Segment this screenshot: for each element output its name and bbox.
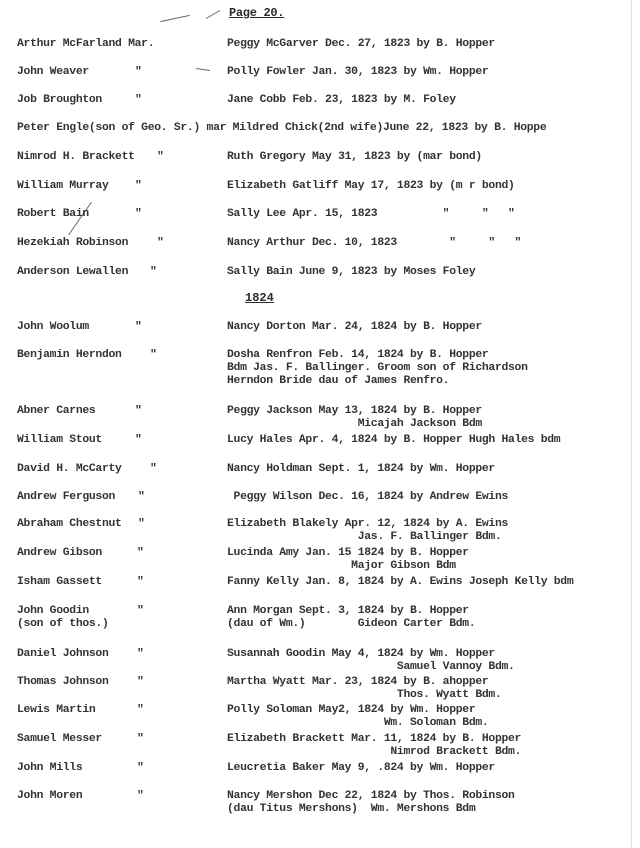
ditto-mark: ": [137, 676, 144, 688]
ditto-mark: ": [138, 491, 145, 503]
groom-name: Hezekiah Robinson: [17, 237, 129, 249]
bride-entry: Leucretia Baker May 9, .824 by Wm. Hopper: [227, 762, 495, 774]
bondsman-note: Micajah Jackson Bdm: [227, 418, 482, 430]
groom-name: John Moren: [17, 790, 83, 802]
bride-entry: Polly Soloman May2, 1824 by Wm. Hopper: [227, 704, 476, 716]
groom-name: William Stout: [17, 434, 102, 446]
ditto-mark: ": [135, 66, 142, 78]
ditto-mark: ": [150, 463, 157, 475]
bride-entry: Elizabeth Blakely Apr. 12, 1824 by A. Ewins: [227, 518, 509, 530]
bride-entry: Sally Lee Apr. 15, 1823 " " ": [227, 208, 515, 220]
groom-name: Andrew Ferguson: [17, 491, 116, 503]
groom-name: Abraham Chestnut: [17, 518, 122, 530]
groom-name: John Weaver: [17, 66, 89, 78]
bride-entry: Nancy Arthur Dec. 10, 1823 " " ": [227, 237, 522, 249]
bride-entry: Ann Morgan Sept. 3, 1824 by B. Hopper: [227, 605, 469, 617]
bride-entry: Peggy Wilson Dec. 16, 1824 by Andrew Ewins: [227, 491, 509, 503]
ditto-mark: ": [138, 518, 145, 530]
groom-name: Robert Bain: [17, 208, 89, 220]
groom-name: Samuel Messer: [17, 733, 102, 745]
ditto-mark: ": [135, 405, 142, 417]
bride-entry: Polly Fowler Jan. 30, 1823 by Wm. Hopper: [227, 66, 489, 78]
bride-entry: Elizabeth Gatliff May 17, 1823 by (m r bond): [227, 180, 515, 192]
ditto-mark: ": [135, 208, 142, 220]
groom-name: David H. McCarty: [17, 463, 122, 475]
bride-entry: Lucy Hales Apr. 4, 1824 by B. Hopper Hugh Hales bdm: [227, 434, 561, 446]
bride-entry: Nancy Mershon Dec 22, 1824 by Thos. Robinson: [227, 790, 515, 802]
groom-name: Abner Carnes: [17, 405, 96, 417]
ditto-mark: ": [157, 237, 164, 249]
ditto-mark: ": [157, 151, 164, 163]
ditto-mark: ": [137, 762, 144, 774]
section-heading-1824: 1824: [245, 291, 274, 305]
ditto-mark: ": [137, 576, 144, 588]
groom-name: Anderson Lewallen: [17, 266, 129, 278]
groom-name: Lewis Martin: [17, 704, 96, 716]
bondsman-note: Herndon Bride dau of James Renfro.: [227, 375, 450, 387]
ditto-mark: ": [150, 266, 157, 278]
ditto-mark: ": [150, 349, 157, 361]
bride-entry: Elizabeth Brackett Mar. 11, 1824 by B. Hopper: [227, 733, 522, 745]
groom-name: John Mills: [17, 762, 83, 774]
stray-pen-mark: [196, 68, 210, 71]
bondsman-note: (dau of Wm.) Gideon Carter Bdm.: [227, 618, 476, 630]
groom-name: Job Broughton: [17, 94, 102, 106]
groom-name: Thomas Johnson: [17, 676, 109, 688]
bride-entry: Jane Cobb Feb. 23, 1823 by M. Foley: [227, 94, 456, 106]
bondsman-note: Nimrod Brackett Bdm.: [227, 746, 522, 758]
bondsman-note: (dau Titus Mershons) Wm. Mershons Bdm: [227, 803, 476, 815]
scan-edge-line: [631, 0, 632, 848]
bride-entry: Peggy McGarver Dec. 27, 1823 by B. Hopper: [227, 38, 495, 50]
stray-pen-mark: [160, 15, 190, 22]
ditto-mark: ": [135, 434, 142, 446]
groom-parent-note: (son of thos.): [17, 618, 109, 630]
bondsman-note: Samuel Vannoy Bdm.: [227, 661, 515, 673]
ditto-mark: ": [137, 733, 144, 745]
groom-name: Isham Gassett: [17, 576, 102, 588]
bride-entry: Nancy Dorton Mar. 24, 1824 by B. Hopper: [227, 321, 482, 333]
bondsman-note: Thos. Wyatt Bdm.: [227, 689, 502, 701]
bride-entry: Susannah Goodin May 4, 1824 by Wm. Hopper: [227, 648, 495, 660]
groom-name: Peter Engle(son of Geo. Sr.) mar Mildred Chick(2nd wife)June 22, 1823 by B. Hoppe: [17, 122, 547, 134]
bride-entry: Lucinda Amy Jan. 15 1824 by B. Hopper: [227, 547, 469, 559]
bride-entry: Martha Wyatt Mar. 23, 1824 by B. ahopper: [227, 676, 489, 688]
groom-name: William Murray: [17, 180, 109, 192]
page-title: Page 20.: [229, 6, 285, 20]
bondsman-note: Jas. F. Ballinger Bdm.: [227, 531, 502, 543]
ditto-mark: ": [137, 790, 144, 802]
bondsman-note: Bdm Jas. F. Ballinger. Groom son of Richardson: [227, 362, 528, 374]
groom-name: Benjamin Herndon: [17, 349, 122, 361]
ditto-mark: ": [137, 547, 144, 559]
groom-name: Arthur McFarland Mar.: [17, 38, 155, 50]
bride-entry: Dosha Renfron Feb. 14, 1824 by B. Hopper: [227, 349, 489, 361]
bondsman-note: Major Gibson Bdm: [227, 560, 456, 572]
ditto-mark: ": [137, 704, 144, 716]
groom-name: Daniel Johnson: [17, 648, 109, 660]
ditto-mark: ": [135, 180, 142, 192]
bondsman-note: Wm. Soloman Bdm.: [227, 717, 489, 729]
bride-entry: Ruth Gregory May 31, 1823 by (mar bond): [227, 151, 482, 163]
groom-name: John Woolum: [17, 321, 89, 333]
groom-name: Andrew Gibson: [17, 547, 102, 559]
groom-name: Nimrod H. Brackett: [17, 151, 135, 163]
bride-entry: Peggy Jackson May 13, 1824 by B. Hopper: [227, 405, 482, 417]
bride-entry: Nancy Holdman Sept. 1, 1824 by Wm. Hopper: [227, 463, 495, 475]
ditto-mark: ": [137, 605, 144, 617]
bride-entry: Fanny Kelly Jan. 8, 1824 by A. Ewins Joseph Kelly bdm: [227, 576, 574, 588]
ditto-mark: ": [137, 648, 144, 660]
groom-name: John Goodin: [17, 605, 89, 617]
bride-entry: Sally Bain June 9, 1823 by Moses Foley: [227, 266, 476, 278]
ditto-mark: ": [135, 94, 142, 106]
ditto-mark: ": [135, 321, 142, 333]
stray-pen-mark: [206, 10, 220, 19]
